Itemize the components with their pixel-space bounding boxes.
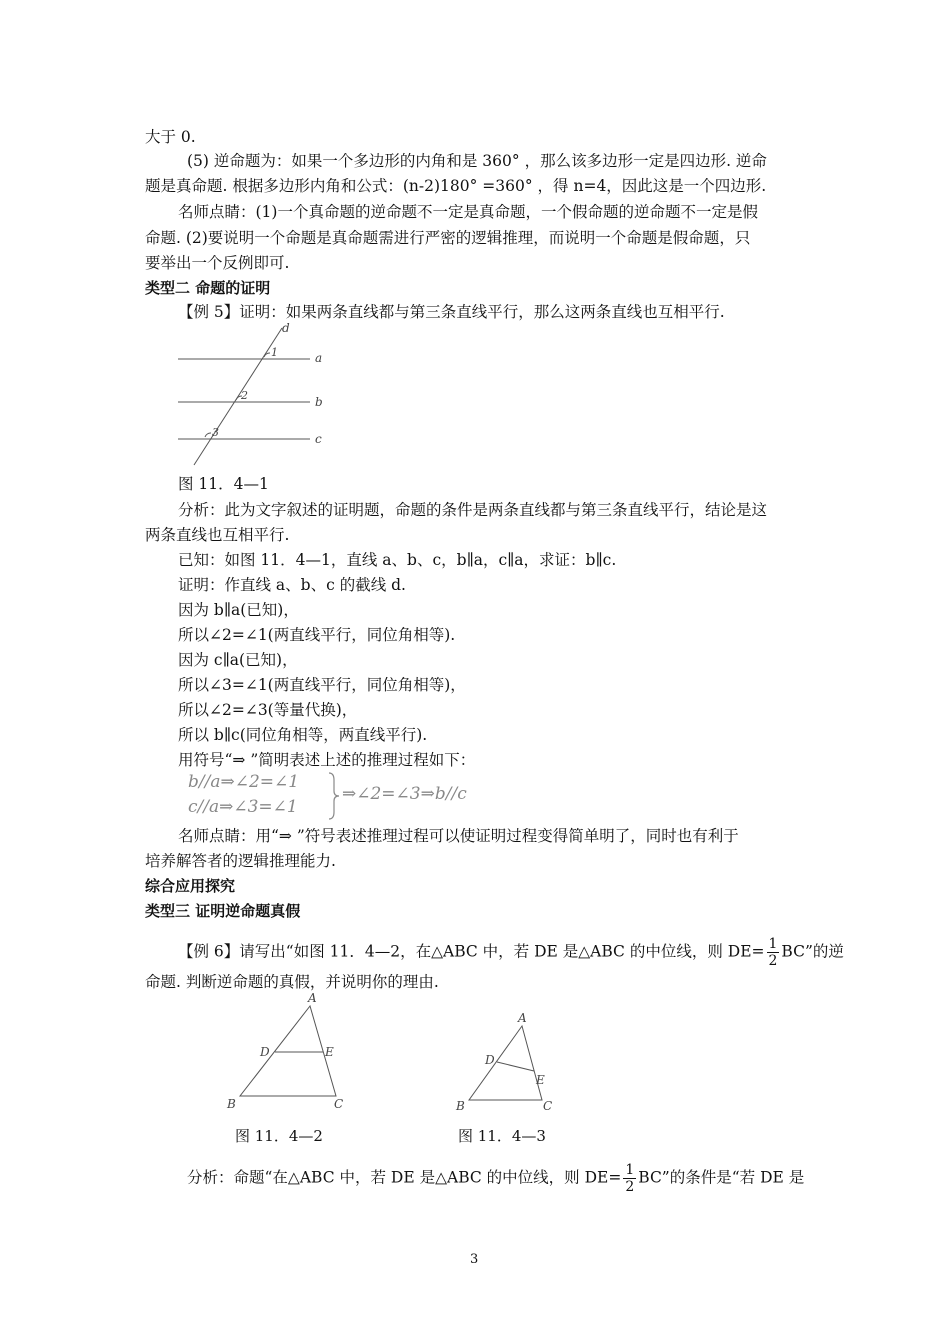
example-6-line (178, 936, 844, 969)
text-line: 名师点睛：(1)一个真命题的逆命题不一定是真命题，一个假命题的逆命题不一定是假 (178, 203, 758, 221)
fig3-label-B: B (456, 1099, 465, 1113)
text-line: 所以∠3=∠1(两直线平行，同位角相等)， (178, 676, 466, 694)
fraction-half (767, 936, 780, 969)
fraction-denominator: 2 (625, 1179, 635, 1195)
fig2-label-D: D (260, 1045, 270, 1059)
fig1-label-3: 3 (212, 426, 219, 439)
fig2-label-E: E (325, 1045, 334, 1059)
text-line: 所以∠2=∠1(两直线平行，同位角相等). (178, 626, 456, 644)
analysis-text-b: BC”的条件是“若 DE 是 (638, 1168, 805, 1187)
fig2-label-B: B (227, 1097, 236, 1111)
text-line: 培养解答者的逻辑推理能力. (145, 852, 336, 870)
section-heading: 类型三 证明逆命题真假 (145, 902, 301, 920)
figure-caption: 图 11．4—3 (458, 1127, 546, 1145)
text-line: 因为 b∥a(已知)， (178, 601, 299, 619)
fig3-label-C: C (543, 1099, 553, 1113)
text-line: 已知：如图 11．4—1，直线 a、b、c，b∥a，c∥a，求证：b∥c. (178, 551, 617, 569)
fraction-denominator: 2 (768, 953, 778, 969)
fig3-label-E: E (536, 1073, 545, 1087)
text-line: 用符号“⇒ ”简明表述上述的推理过程如下： (178, 751, 476, 769)
example-5: 【例 5】证明：如果两条直线都与第三条直线平行，那么这两条直线也互相平行. (178, 303, 725, 321)
text-line: 命题. (2)要说明一个命题是真命题需进行严密的逻辑推理，而说明一个命题是假命题，只 (145, 229, 751, 247)
symbolic-conclusion: ⇒∠2=∠3⇒b//c (342, 784, 467, 804)
fraction-numerator: 1 (625, 1162, 635, 1178)
text-line: 要举出一个反例即可. (145, 254, 290, 272)
fig1-label-2: 2 (241, 389, 248, 402)
fig2-label-C: C (334, 1097, 344, 1111)
text-line: 命题. 判断逆命题的真假，并说明你的理由. (145, 973, 439, 991)
page-number: 3 (470, 1252, 479, 1267)
section-heading: 综合应用探究 (145, 877, 236, 895)
section-heading: 类型二 命题的证明 (145, 279, 271, 297)
text-line: 证明：作直线 a、b、c 的截线 d. (178, 576, 406, 594)
fig1-label-1: 1 (271, 346, 278, 359)
fig2-label-A: A (308, 991, 317, 1005)
symbolic-line-2: c//a⇒∠3=∠1 (188, 797, 298, 817)
text-line: 分析：此为文字叙述的证明题，命题的条件是两条直线都与第三条直线平行，结论是这 (178, 501, 768, 519)
brace-icon (328, 772, 340, 820)
symbolic-proof (188, 770, 508, 822)
text-line: 所以 b∥c(同位角相等，两直线平行). (178, 726, 428, 744)
text-line: 题是真命题. 根据多边形内角和公式：(n-2)180° =360° ，得 n=4，因此这是一个四边形. (145, 177, 767, 195)
fraction-numerator: 1 (768, 936, 778, 952)
example-6-text-b: BC”的逆 (781, 942, 844, 961)
text-line: 所以∠2=∠3(等量代换)， (178, 701, 358, 719)
fraction-half (623, 1162, 636, 1195)
fig3-label-A: A (518, 1012, 527, 1025)
figure-triangle-midline (222, 990, 362, 1115)
fig1-label-d: d (282, 321, 290, 335)
text-line: 两条直线也互相平行. (145, 526, 290, 544)
fig1-label-a: a (315, 351, 323, 365)
figure-triangle-segment (450, 1012, 570, 1114)
text-line: 因为 c∥a(已知)， (178, 651, 298, 669)
text-line: 大于 0. (145, 128, 196, 146)
figure-caption: 图 11．4—2 (235, 1127, 323, 1145)
fig1-label-b: b (315, 395, 323, 409)
fig1-label-c: c (315, 432, 322, 446)
figure-parallel-lines (170, 320, 340, 470)
text-line: (5) 逆命题为：如果一个多边形的内角和是 360° ，那么该多边形一定是四边形. 逆命 (187, 152, 767, 170)
analysis-line (187, 1162, 804, 1195)
symbolic-line-1: b//a⇒∠2=∠1 (188, 772, 300, 792)
example-6-text-a: 【例 6】请写出“如图 11．4—2，在△ABC 中，若 DE 是△ABC 的中位线，则 DE= (178, 942, 765, 961)
figure-caption: 图 11．4—1 (178, 475, 269, 493)
text-line: 名师点睛：用“⇒ ”符号表述推理过程可以使证明过程变得简单明了，同时也有利于 (178, 827, 739, 845)
analysis-text-a: 分析：命题“在△ABC 中，若 DE 是△ABC 的中位线，则 DE= (187, 1168, 622, 1187)
fig3-label-D: D (485, 1053, 495, 1067)
